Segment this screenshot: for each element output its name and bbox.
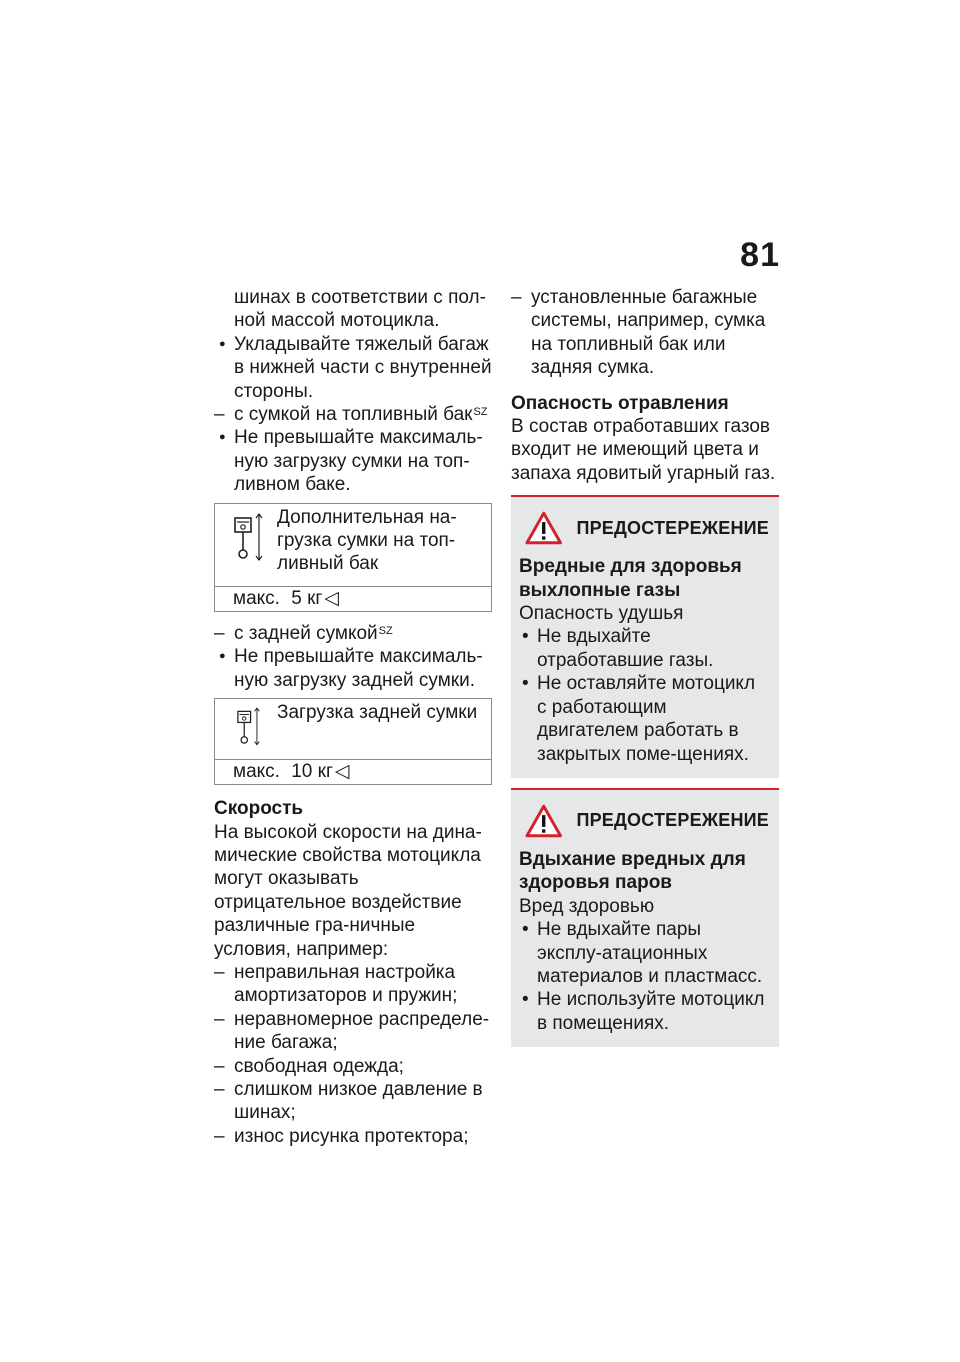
bullet-text: Не превышайте максималь-ную загрузку сумки на топ-ливном баке.	[234, 427, 483, 496]
dash-text: с сумкой на топливный бак	[234, 404, 473, 426]
spec-value-row	[215, 759, 491, 784]
spec-value-label: макс.	[233, 587, 280, 609]
piston-load-icon	[227, 510, 271, 568]
right-column	[511, 286, 779, 1057]
bullet-text: Не вдыхайте пары эксплу-атационных материалов и пластмасс.	[537, 919, 763, 987]
warning-head	[519, 507, 769, 549]
list-item	[519, 918, 769, 988]
list-item	[214, 426, 492, 496]
list-item	[519, 625, 769, 672]
spec-value: 5 кг	[291, 587, 323, 609]
list-item	[214, 961, 492, 1008]
list-item	[214, 645, 492, 692]
warning-subtitle: Вредные для здоровья выхлопные газы	[519, 556, 742, 601]
warning-triangle-icon	[525, 804, 562, 838]
dash-text: неравномерное распределе-ние багажа;	[234, 1008, 490, 1054]
warning-box	[511, 495, 779, 778]
sz-mark: SZ	[378, 624, 393, 637]
bullet-text: Не превышайте максималь-ную загрузку задней сумки.	[234, 646, 483, 691]
dash-icon: –	[214, 1125, 225, 1147]
list-item	[214, 1078, 492, 1125]
warning-title: ПРЕДОСТЕРЕЖЕНИЕ	[576, 517, 769, 538]
reference-triangle-icon: ◁	[334, 761, 350, 783]
warning-danger: Опасность удушья	[519, 603, 684, 625]
reference-triangle-icon: ◁	[324, 587, 339, 609]
bullet-icon: •	[522, 626, 529, 648]
bullet-text: Укладывайте тяжелый багаж в нижней части с внутренней стороны.	[234, 333, 492, 402]
speed-text: На высокой скорости на дина-мические свойства мотоцикла могут оказывать отрицательное воздействие различные гра-ничные условия, например:	[214, 821, 482, 960]
list-item	[214, 622, 492, 645]
dash-text: слишком низкое давление в шинах;	[234, 1078, 483, 1124]
dash-icon: –	[214, 1008, 225, 1030]
bullet-text: Не вдыхайте отработавшие газы.	[537, 626, 714, 671]
dash-text: свободная одежда;	[234, 1055, 404, 1077]
warning-danger: Вред здоровью	[519, 895, 655, 917]
spec-value-row	[215, 586, 491, 611]
warning-box	[511, 788, 779, 1047]
left-column	[214, 286, 492, 1148]
spec-title: Дополнительная на-грузка сумки на топ-ливный бак	[277, 506, 457, 575]
bullet-icon: •	[522, 989, 529, 1011]
warning-head	[519, 800, 769, 842]
intro-line-1: шинах в соответствии с пол-	[234, 287, 486, 308]
section-heading-speed: Скорость	[214, 798, 304, 820]
dash-text: износ рисунка протектора;	[234, 1125, 469, 1147]
spec-table-tank	[214, 503, 492, 612]
dash-icon: –	[214, 961, 225, 983]
dash-icon: –	[511, 287, 522, 308]
dash-icon: –	[214, 404, 225, 426]
section-heading-poison: Опасность отравления	[511, 392, 729, 414]
piston-load-icon	[227, 705, 271, 751]
warning-title: ПРЕДОСТЕРЕЖЕНИЕ	[576, 810, 769, 831]
spec-head	[215, 699, 491, 759]
spec-value: 10 кг	[291, 761, 333, 783]
bullet-text: Не используйте мотоцикл в помещениях.	[537, 989, 765, 1034]
poison-text: В состав отработавших газов входит не имеющий цвета и запаха ядовитый угарный газ.	[511, 416, 776, 484]
list-item	[511, 286, 779, 380]
warning-triangle-icon	[525, 511, 562, 545]
sz-mark: SZ	[473, 406, 488, 419]
dash-text: неправильная настройка амортизаторов и пружин;	[234, 961, 458, 1007]
bullet-dot-icon: ●	[219, 650, 226, 663]
bullet-dot-icon: ●	[219, 431, 226, 444]
list-item	[214, 1008, 492, 1055]
list-item	[214, 333, 492, 403]
dash-text: установленные багажные системы, например, сумка на топливный бак или задняя сумка.	[531, 287, 766, 379]
dash-text: с задней сумкой	[234, 622, 378, 644]
bullet-icon: •	[522, 673, 529, 695]
bullet-dot-icon: ●	[219, 337, 226, 350]
spec-head	[215, 504, 491, 586]
list-item	[214, 1125, 492, 1148]
list-item	[519, 672, 769, 766]
spec-title: Загрузка задней сумки	[277, 702, 478, 724]
page-number: 81	[740, 236, 780, 274]
list-item	[214, 403, 492, 426]
dash-icon: –	[214, 1055, 225, 1077]
list-item	[519, 988, 769, 1035]
bullet-icon: •	[522, 919, 529, 941]
list-item	[214, 1055, 492, 1078]
intro-line-2: ной массой мотоцикла.	[234, 310, 440, 332]
spec-table-rear	[214, 698, 492, 785]
dash-icon: –	[214, 622, 225, 644]
warning-subtitle: Вдыхание вредных для здоровья паров	[519, 848, 746, 894]
dash-icon: –	[214, 1078, 225, 1100]
bullet-text: Не оставляйте мотоцикл с работающим двигателем работать в закрытых поме-щениях.	[537, 673, 756, 765]
spec-value-label: макс.	[233, 761, 280, 783]
